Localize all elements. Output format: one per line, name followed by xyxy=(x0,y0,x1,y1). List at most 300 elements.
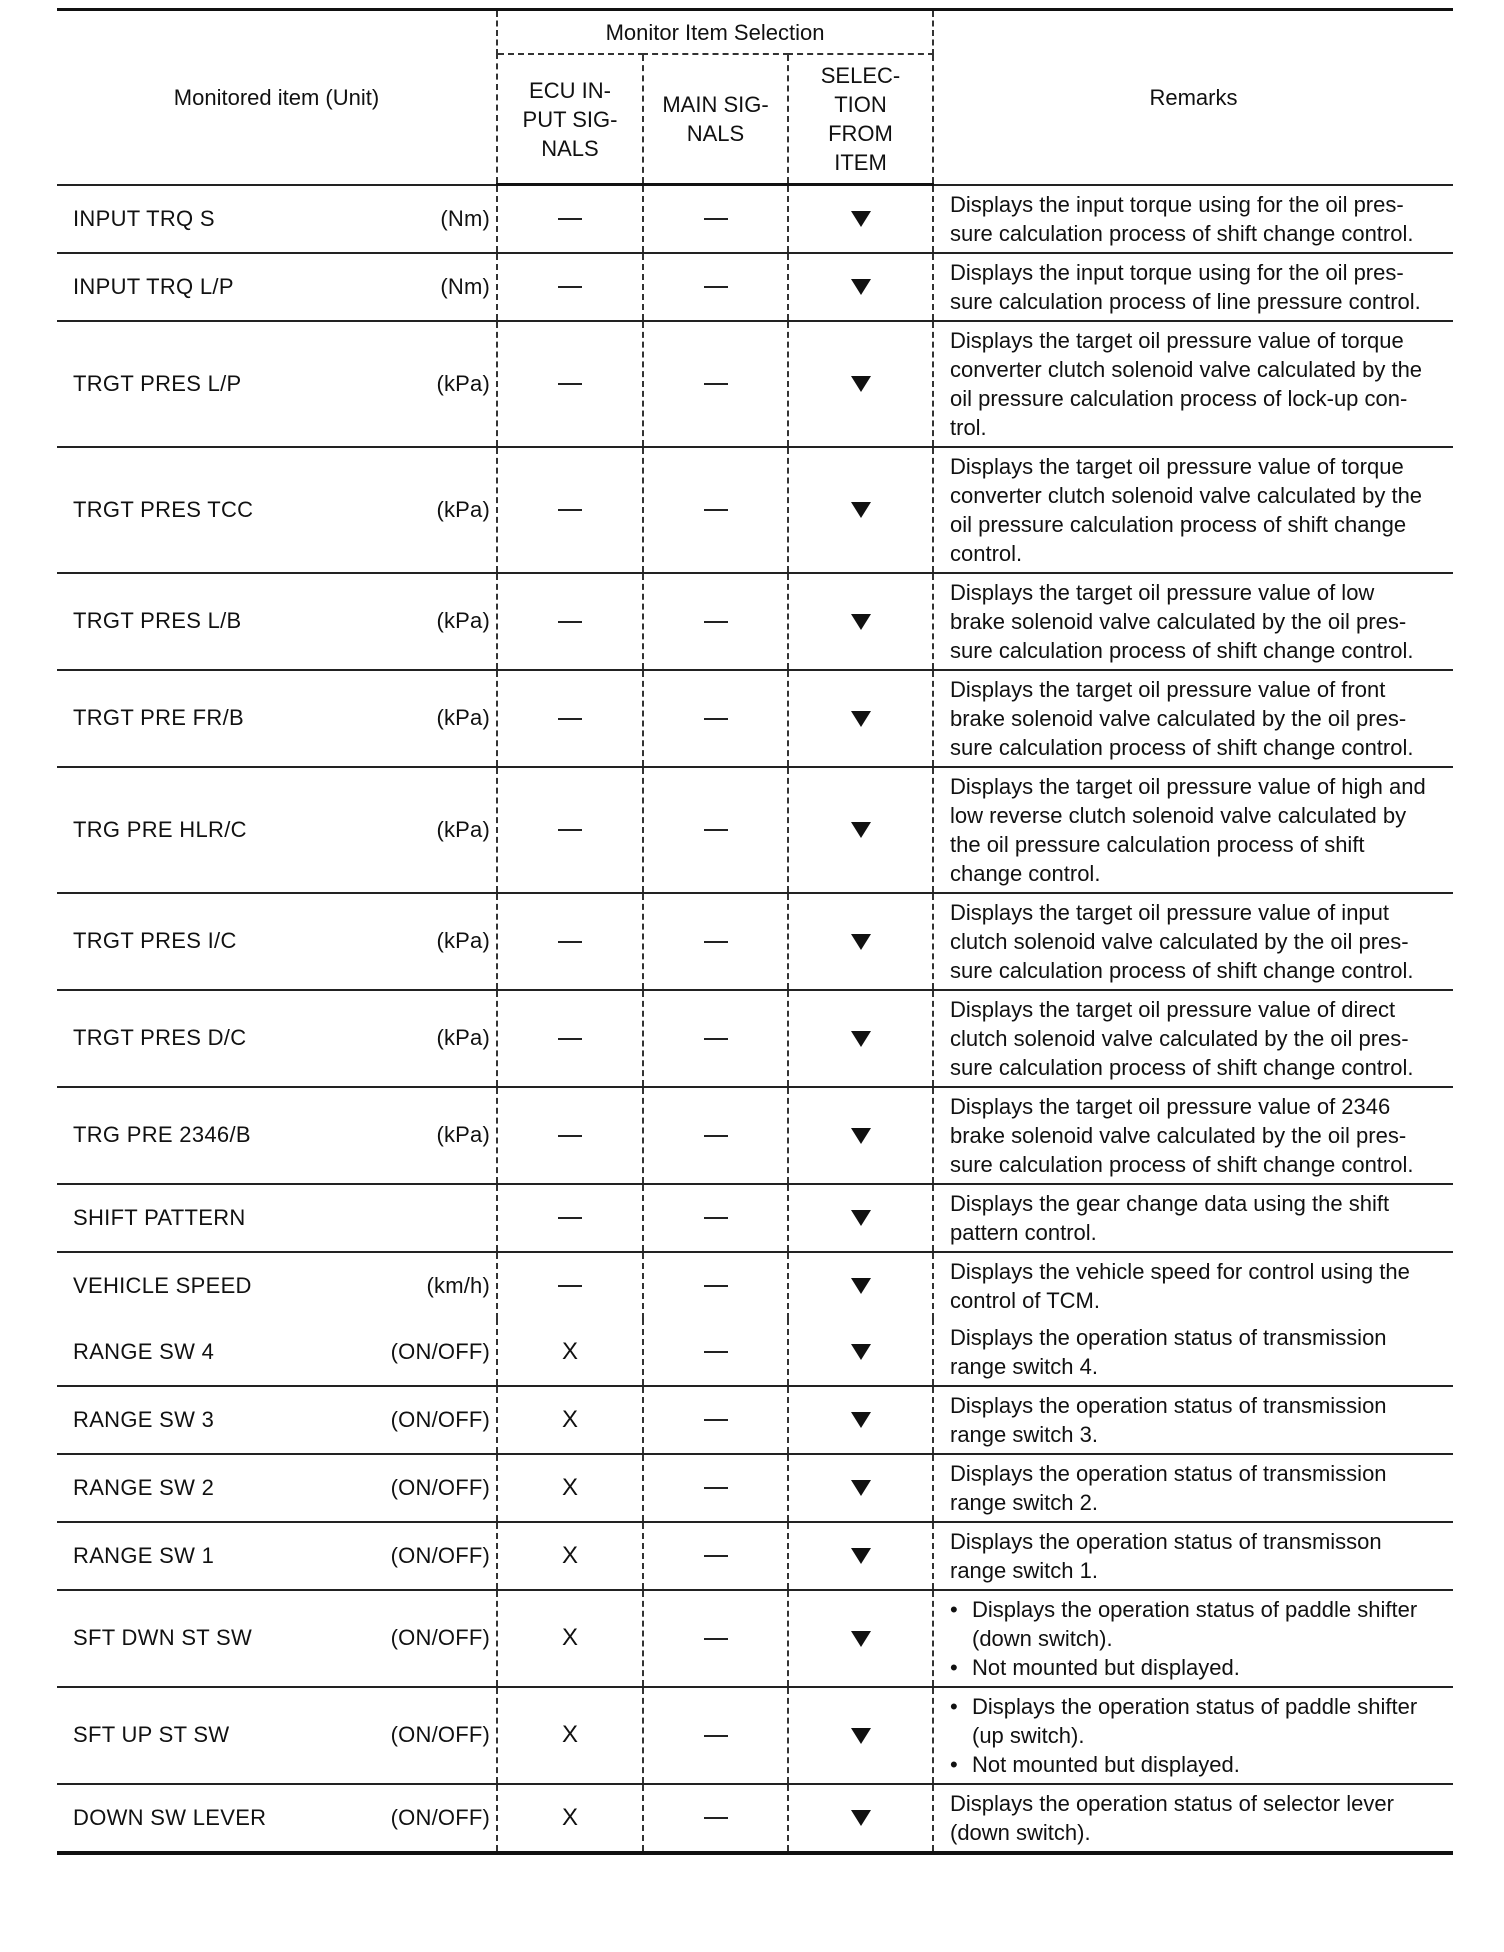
remarks-bullet-line xyxy=(950,1653,1445,1682)
selection-from-item-cell xyxy=(788,1454,933,1522)
item-name: TRG PRE HLR/C xyxy=(73,816,247,842)
dash-mark xyxy=(558,941,582,943)
dash-mark xyxy=(704,509,728,511)
item-name: TRGT PRES TCC xyxy=(73,496,254,522)
dash-mark xyxy=(704,383,728,385)
table-row xyxy=(57,1687,1453,1784)
item-name: INPUT TRQ S xyxy=(73,205,215,231)
main-signals-cell xyxy=(643,185,788,253)
ecu-input-signals-cell xyxy=(497,1784,643,1853)
dash-mark xyxy=(704,621,728,623)
remarks-bullet-line xyxy=(950,1750,1445,1779)
table-row xyxy=(57,893,1453,990)
item-name-unit xyxy=(73,206,490,232)
monitored-item-cell xyxy=(57,321,497,447)
x-mark: X xyxy=(561,1473,578,1501)
remarks-line: sure calculation process of shift change control. xyxy=(950,1151,1414,1177)
bullet-icon: • xyxy=(950,1654,958,1680)
item-name-unit xyxy=(73,1543,490,1569)
down-triangle-icon xyxy=(851,1728,871,1744)
dash-mark xyxy=(558,1135,582,1137)
table-row xyxy=(57,447,1453,573)
selection-from-item-cell xyxy=(788,321,933,447)
selection-from-item-cell xyxy=(788,447,933,573)
item-unit: (kPa) xyxy=(436,705,490,730)
remarks-cell xyxy=(933,185,1453,253)
selection-from-item-cell xyxy=(788,1252,933,1319)
selection-from-item-cell xyxy=(788,185,933,253)
item-unit: (kPa) xyxy=(436,816,490,842)
remarks-cell xyxy=(933,1319,1453,1386)
remarks-line: (down switch). xyxy=(972,1625,1113,1651)
remarks-line: sure calculation process of shift change control. xyxy=(950,637,1414,663)
selection-from-item-cell xyxy=(788,893,933,990)
down-triangle-icon xyxy=(851,1810,871,1826)
main-signals-cell xyxy=(643,670,788,767)
dash-mark xyxy=(558,1217,582,1219)
remarks-line: sure calculation process of shift change control. xyxy=(950,957,1414,983)
selection-from-item-cell xyxy=(788,1184,933,1252)
item-unit: (kPa) xyxy=(436,608,490,633)
item-name-unit xyxy=(73,608,490,634)
item-name: TRGT PRES I/C xyxy=(73,928,237,953)
monitored-item-cell xyxy=(57,1319,497,1386)
ecu-input-signals-cell xyxy=(497,321,643,447)
remarks-line: Displays the vehicle speed for control using the xyxy=(950,1258,1410,1284)
down-triangle-icon xyxy=(851,1128,871,1144)
remarks-cell xyxy=(933,321,1453,447)
remarks-line: control of TCM. xyxy=(950,1287,1100,1313)
remarks-bullet-line xyxy=(950,1624,1445,1653)
main-signals-cell xyxy=(643,990,788,1087)
item-name: TRGT PRE FR/B xyxy=(73,705,244,730)
dash-mark xyxy=(704,1735,728,1737)
main-signals-cell xyxy=(643,1319,788,1386)
remarks-cell xyxy=(933,1252,1453,1319)
main-signals-cell xyxy=(643,321,788,447)
selection-from-item-cell xyxy=(788,1386,933,1454)
item-name-unit xyxy=(73,497,490,523)
dash-mark xyxy=(704,286,728,288)
header-remarks: Remarks xyxy=(933,10,1453,185)
dash-mark xyxy=(558,218,582,220)
item-name: TRGT PRES L/P xyxy=(73,370,242,396)
remarks-line: Not mounted but displayed. xyxy=(972,1654,1240,1680)
x-mark: X xyxy=(561,1541,578,1569)
item-name-unit xyxy=(73,1025,490,1051)
ecu-input-signals-cell xyxy=(497,1687,643,1784)
main-signals-cell xyxy=(643,1687,788,1784)
down-triangle-icon xyxy=(851,1412,871,1428)
item-name: SHIFT PATTERN xyxy=(73,1204,246,1230)
down-triangle-icon xyxy=(851,1278,871,1294)
dash-mark xyxy=(704,218,728,220)
remarks-cell xyxy=(933,670,1453,767)
item-name-unit xyxy=(73,928,490,954)
bullet-icon: • xyxy=(950,1751,958,1777)
remarks-line: Displays the target oil pressure value of direct xyxy=(950,996,1396,1022)
x-mark: X xyxy=(561,1405,578,1433)
item-name-unit xyxy=(73,371,490,397)
ecu-input-signals-cell xyxy=(497,767,643,893)
table-row xyxy=(57,1184,1453,1252)
item-unit: (ON/OFF) xyxy=(390,1804,490,1830)
item-unit: (ON/OFF) xyxy=(390,1542,490,1568)
monitor-item-document xyxy=(57,8,1453,1855)
remarks-bullet-line xyxy=(950,1595,1445,1624)
item-name: SFT DWN ST SW xyxy=(73,1625,253,1650)
remarks-line: Displays the operation status of paddle shifter xyxy=(972,1693,1418,1719)
remarks-line: Displays the target oil pressure value of input xyxy=(950,899,1390,925)
table-row xyxy=(57,1087,1453,1184)
ecu-input-signals-cell xyxy=(497,185,643,253)
remarks-line: (up switch). xyxy=(972,1722,1085,1748)
selection-from-item-cell xyxy=(788,1590,933,1687)
item-name: DOWN SW LEVER xyxy=(73,1804,267,1830)
remarks-line: range switch 3. xyxy=(950,1421,1098,1447)
selection-from-item-cell xyxy=(788,1687,933,1784)
remarks-line: brake solenoid valve calculated by the oil pres- xyxy=(950,1122,1407,1148)
item-unit: (ON/OFF) xyxy=(390,1474,490,1500)
bullet-indent xyxy=(950,1721,972,1750)
monitored-item-cell xyxy=(57,1522,497,1590)
item-unit: (Nm) xyxy=(440,273,490,299)
remarks-line: Not mounted but displayed. xyxy=(972,1751,1240,1777)
item-unit: (Nm) xyxy=(440,205,490,231)
dash-mark xyxy=(704,1038,728,1040)
item-name-unit xyxy=(73,1205,490,1231)
remarks-line: oil pressure calculation process of lock-up con- xyxy=(950,385,1408,411)
item-name: TRGT PRES L/B xyxy=(73,608,242,633)
item-unit: (ON/OFF) xyxy=(390,1406,490,1432)
header-ecu-input-signals: ECU IN- PUT SIG- NALS xyxy=(497,54,643,185)
x-mark: X xyxy=(561,1721,578,1748)
selection-from-item-cell xyxy=(788,1522,933,1590)
remarks-line: range switch 2. xyxy=(950,1489,1098,1515)
table-row xyxy=(57,1784,1453,1853)
item-name-unit xyxy=(73,1273,490,1299)
ecu-input-signals-cell xyxy=(497,670,643,767)
table-row xyxy=(57,1252,1453,1319)
down-triangle-icon xyxy=(851,1480,871,1496)
selection-from-item-cell xyxy=(788,573,933,670)
remarks-cell xyxy=(933,767,1453,893)
item-unit: (ON/OFF) xyxy=(390,1625,490,1650)
remarks-line: trol. xyxy=(950,414,987,440)
down-triangle-icon xyxy=(851,279,871,295)
remarks-line: sure calculation process of shift change control. xyxy=(950,734,1414,760)
remarks-line: oil pressure calculation process of shift change xyxy=(950,511,1407,537)
remarks-line: clutch solenoid valve calculated by the oil pres- xyxy=(950,1025,1409,1051)
main-signals-cell xyxy=(643,767,788,893)
remarks-line: pattern control. xyxy=(950,1219,1097,1245)
down-triangle-icon xyxy=(851,711,871,727)
remarks-cell xyxy=(933,990,1453,1087)
remarks-line: Displays the input torque using for the oil pres- xyxy=(950,191,1404,217)
remarks-line: range switch 4. xyxy=(950,1353,1098,1379)
monitored-item-cell xyxy=(57,893,497,990)
item-name: SFT UP ST SW xyxy=(73,1722,230,1747)
monitored-item-cell xyxy=(57,573,497,670)
item-unit: (kPa) xyxy=(436,370,490,396)
down-triangle-icon xyxy=(851,211,871,227)
main-signals-cell xyxy=(643,1087,788,1184)
selection-from-item-cell xyxy=(788,1784,933,1853)
item-name: RANGE SW 4 xyxy=(73,1338,215,1364)
selection-from-item-cell xyxy=(788,990,933,1087)
down-triangle-icon xyxy=(851,1031,871,1047)
dash-mark xyxy=(558,509,582,511)
item-unit: (kPa) xyxy=(436,496,490,522)
item-name-unit xyxy=(73,1625,490,1651)
remarks-line: converter clutch solenoid valve calculated by the xyxy=(950,482,1423,508)
item-name-unit xyxy=(73,274,490,300)
down-triangle-icon xyxy=(851,1631,871,1647)
x-mark: X xyxy=(561,1337,578,1365)
item-name: INPUT TRQ L/P xyxy=(73,273,234,299)
dash-mark xyxy=(558,1285,582,1287)
ecu-input-signals-cell xyxy=(497,447,643,573)
monitor-item-table xyxy=(57,8,1453,1855)
down-triangle-icon xyxy=(851,1210,871,1226)
main-signals-cell xyxy=(643,1386,788,1454)
ecu-input-signals-cell xyxy=(497,1319,643,1386)
monitored-item-cell xyxy=(57,1184,497,1252)
ecu-input-signals-cell xyxy=(497,1386,643,1454)
remarks-line: Displays the target oil pressure value of torque xyxy=(950,327,1404,353)
table-row xyxy=(57,1590,1453,1687)
item-name: VEHICLE SPEED xyxy=(73,1272,252,1298)
remarks-line: Displays the gear change data using the shift xyxy=(950,1190,1390,1216)
main-signals-cell xyxy=(643,1590,788,1687)
item-unit: (kPa) xyxy=(436,928,490,953)
table-row xyxy=(57,253,1453,321)
ecu-input-signals-cell xyxy=(497,1522,643,1590)
down-triangle-icon xyxy=(851,1344,871,1360)
item-name-unit xyxy=(73,1475,490,1501)
remarks-line: Displays the target oil pressure value of high and xyxy=(950,773,1426,799)
remarks-line: Displays the input torque using for the oil pres- xyxy=(950,259,1404,285)
item-unit: (km/h) xyxy=(426,1272,490,1298)
remarks-line: change control. xyxy=(950,860,1101,886)
item-name: RANGE SW 2 xyxy=(73,1474,215,1500)
remarks-cell xyxy=(933,1454,1453,1522)
table-row xyxy=(57,670,1453,767)
main-signals-cell xyxy=(643,447,788,573)
main-signals-cell xyxy=(643,1252,788,1319)
ecu-input-signals-cell xyxy=(497,573,643,670)
remarks-cell xyxy=(933,893,1453,990)
remarks-cell xyxy=(933,1522,1453,1590)
remarks-line: (down switch). xyxy=(950,1819,1091,1845)
dash-mark xyxy=(558,718,582,720)
main-signals-cell xyxy=(643,893,788,990)
remarks-line: sure calculation process of shift change control. xyxy=(950,1054,1414,1080)
header-selection-from-item: SELEC- TION FROM ITEM xyxy=(788,54,933,185)
ecu-input-signals-cell xyxy=(497,893,643,990)
remarks-line: Displays the operation status of transmission xyxy=(950,1324,1387,1350)
remarks-line: brake solenoid valve calculated by the oil pres- xyxy=(950,608,1407,634)
main-signals-cell xyxy=(643,1454,788,1522)
down-triangle-icon xyxy=(851,822,871,838)
table-body xyxy=(57,185,1453,1853)
monitored-item-cell xyxy=(57,1087,497,1184)
ecu-input-signals-cell xyxy=(497,1590,643,1687)
remarks-cell xyxy=(933,1386,1453,1454)
ecu-input-signals-cell xyxy=(497,1252,643,1319)
ecu-input-signals-cell xyxy=(497,1184,643,1252)
bullet-icon: • xyxy=(950,1693,958,1719)
down-triangle-icon xyxy=(851,1548,871,1564)
remarks-line: Displays the operation status of transmission xyxy=(950,1460,1387,1486)
selection-from-item-cell xyxy=(788,670,933,767)
remarks-line: Displays the operation status of paddle shifter xyxy=(972,1596,1418,1622)
ecu-input-signals-cell xyxy=(497,1087,643,1184)
remarks-cell xyxy=(933,1784,1453,1853)
remarks-cell xyxy=(933,447,1453,573)
selection-from-item-cell xyxy=(788,253,933,321)
remarks-line: clutch solenoid valve calculated by the oil pres- xyxy=(950,928,1409,954)
remarks-line: sure calculation process of line pressure control. xyxy=(950,288,1421,314)
item-name-unit xyxy=(73,1122,490,1148)
remarks-line: the oil pressure calculation process of shift xyxy=(950,831,1365,857)
remarks-line: Displays the operation status of selector lever xyxy=(950,1790,1394,1816)
remarks-cell xyxy=(933,1687,1453,1784)
remarks-line: control. xyxy=(950,540,1023,566)
item-name: TRGT PRES D/C xyxy=(73,1025,247,1050)
item-name-unit xyxy=(73,1805,490,1831)
monitored-item-cell xyxy=(57,185,497,253)
item-name: RANGE SW 1 xyxy=(73,1542,215,1568)
table-row xyxy=(57,1386,1453,1454)
main-signals-cell xyxy=(643,253,788,321)
main-signals-cell xyxy=(643,1184,788,1252)
remarks-line: converter clutch solenoid valve calculated by the xyxy=(950,356,1423,382)
down-triangle-icon xyxy=(851,502,871,518)
down-triangle-icon xyxy=(851,614,871,630)
selection-from-item-cell xyxy=(788,1319,933,1386)
item-name: TRG PRE 2346/B xyxy=(73,1122,251,1147)
remarks-bullet-line xyxy=(950,1692,1445,1721)
dash-mark xyxy=(704,1285,728,1287)
remarks-cell xyxy=(933,253,1453,321)
remarks-cell xyxy=(933,1590,1453,1687)
selection-from-item-cell xyxy=(788,767,933,893)
ecu-input-signals-cell xyxy=(497,990,643,1087)
remarks-cell xyxy=(933,1087,1453,1184)
remarks-line: Displays the operation status of transmission xyxy=(950,1392,1387,1418)
dash-mark xyxy=(704,941,728,943)
monitored-item-cell xyxy=(57,253,497,321)
ecu-input-signals-cell xyxy=(497,1454,643,1522)
item-unit: (ON/OFF) xyxy=(390,1722,490,1747)
monitored-item-cell xyxy=(57,447,497,573)
remarks-line: Displays the target oil pressure value of torque xyxy=(950,453,1404,479)
table-row xyxy=(57,573,1453,670)
item-name-unit xyxy=(73,1407,490,1433)
main-signals-cell xyxy=(643,573,788,670)
dash-mark xyxy=(704,1135,728,1137)
dash-mark xyxy=(704,829,728,831)
remarks-line: low reverse clutch solenoid valve calculated by xyxy=(950,802,1407,828)
x-mark: X xyxy=(561,1803,578,1831)
remarks-line: sure calculation process of shift change control. xyxy=(950,220,1414,246)
item-unit: (kPa) xyxy=(436,1122,490,1147)
dash-mark xyxy=(704,1419,728,1421)
monitored-item-cell xyxy=(57,670,497,767)
dash-mark xyxy=(558,383,582,385)
bullet-icon: • xyxy=(950,1596,958,1622)
bullet-indent xyxy=(950,1624,972,1653)
monitored-item-cell xyxy=(57,767,497,893)
item-name-unit xyxy=(73,1339,490,1365)
monitored-item-cell xyxy=(57,1252,497,1319)
table-row xyxy=(57,1454,1453,1522)
monitored-item-cell xyxy=(57,1590,497,1687)
remarks-cell xyxy=(933,1184,1453,1252)
main-signals-cell xyxy=(643,1522,788,1590)
remarks-line: brake solenoid valve calculated by the oil pres- xyxy=(950,705,1407,731)
main-signals-cell xyxy=(643,1784,788,1853)
dash-mark xyxy=(704,1817,728,1819)
remarks-cell xyxy=(933,573,1453,670)
down-triangle-icon xyxy=(851,934,871,950)
dash-mark xyxy=(704,1217,728,1219)
down-triangle-icon xyxy=(851,376,871,392)
item-name: RANGE SW 3 xyxy=(73,1406,215,1432)
monitored-item-cell xyxy=(57,1454,497,1522)
dash-mark xyxy=(704,718,728,720)
item-name-unit xyxy=(73,705,490,731)
dash-mark xyxy=(558,621,582,623)
item-unit: (kPa) xyxy=(436,1025,490,1050)
header-monitored-item: Monitored item (Unit) xyxy=(57,10,497,185)
remarks-line: Displays the target oil pressure value of 2346 xyxy=(950,1093,1391,1119)
remarks-line: range switch 1. xyxy=(950,1557,1098,1583)
monitored-item-cell xyxy=(57,1687,497,1784)
monitored-item-cell xyxy=(57,990,497,1087)
header-monitor-item-selection: Monitor Item Selection xyxy=(497,10,933,55)
table-row xyxy=(57,185,1453,253)
dash-mark xyxy=(558,286,582,288)
x-mark: X xyxy=(561,1624,578,1651)
monitored-item-cell xyxy=(57,1386,497,1454)
table-header xyxy=(57,10,1453,185)
item-unit: (ON/OFF) xyxy=(390,1338,490,1364)
dash-mark xyxy=(704,1351,728,1353)
monitored-item-cell xyxy=(57,1784,497,1853)
table-row xyxy=(57,321,1453,447)
dash-mark xyxy=(558,829,582,831)
remarks-line: Displays the operation status of transmisson xyxy=(950,1528,1382,1554)
table-row xyxy=(57,767,1453,893)
remarks-bullet-line xyxy=(950,1721,1445,1750)
table-row xyxy=(57,990,1453,1087)
item-name-unit xyxy=(73,1722,490,1748)
dash-mark xyxy=(704,1487,728,1489)
table-row xyxy=(57,1319,1453,1386)
header-main-signals: MAIN SIG- NALS xyxy=(643,54,788,185)
ecu-input-signals-cell xyxy=(497,253,643,321)
item-name-unit xyxy=(73,817,490,843)
dash-mark xyxy=(704,1555,728,1557)
dash-mark xyxy=(704,1638,728,1640)
remarks-line: Displays the target oil pressure value of low xyxy=(950,579,1375,605)
selection-from-item-cell xyxy=(788,1087,933,1184)
table-row xyxy=(57,1522,1453,1590)
dash-mark xyxy=(558,1038,582,1040)
remarks-line: Displays the target oil pressure value of front xyxy=(950,676,1386,702)
